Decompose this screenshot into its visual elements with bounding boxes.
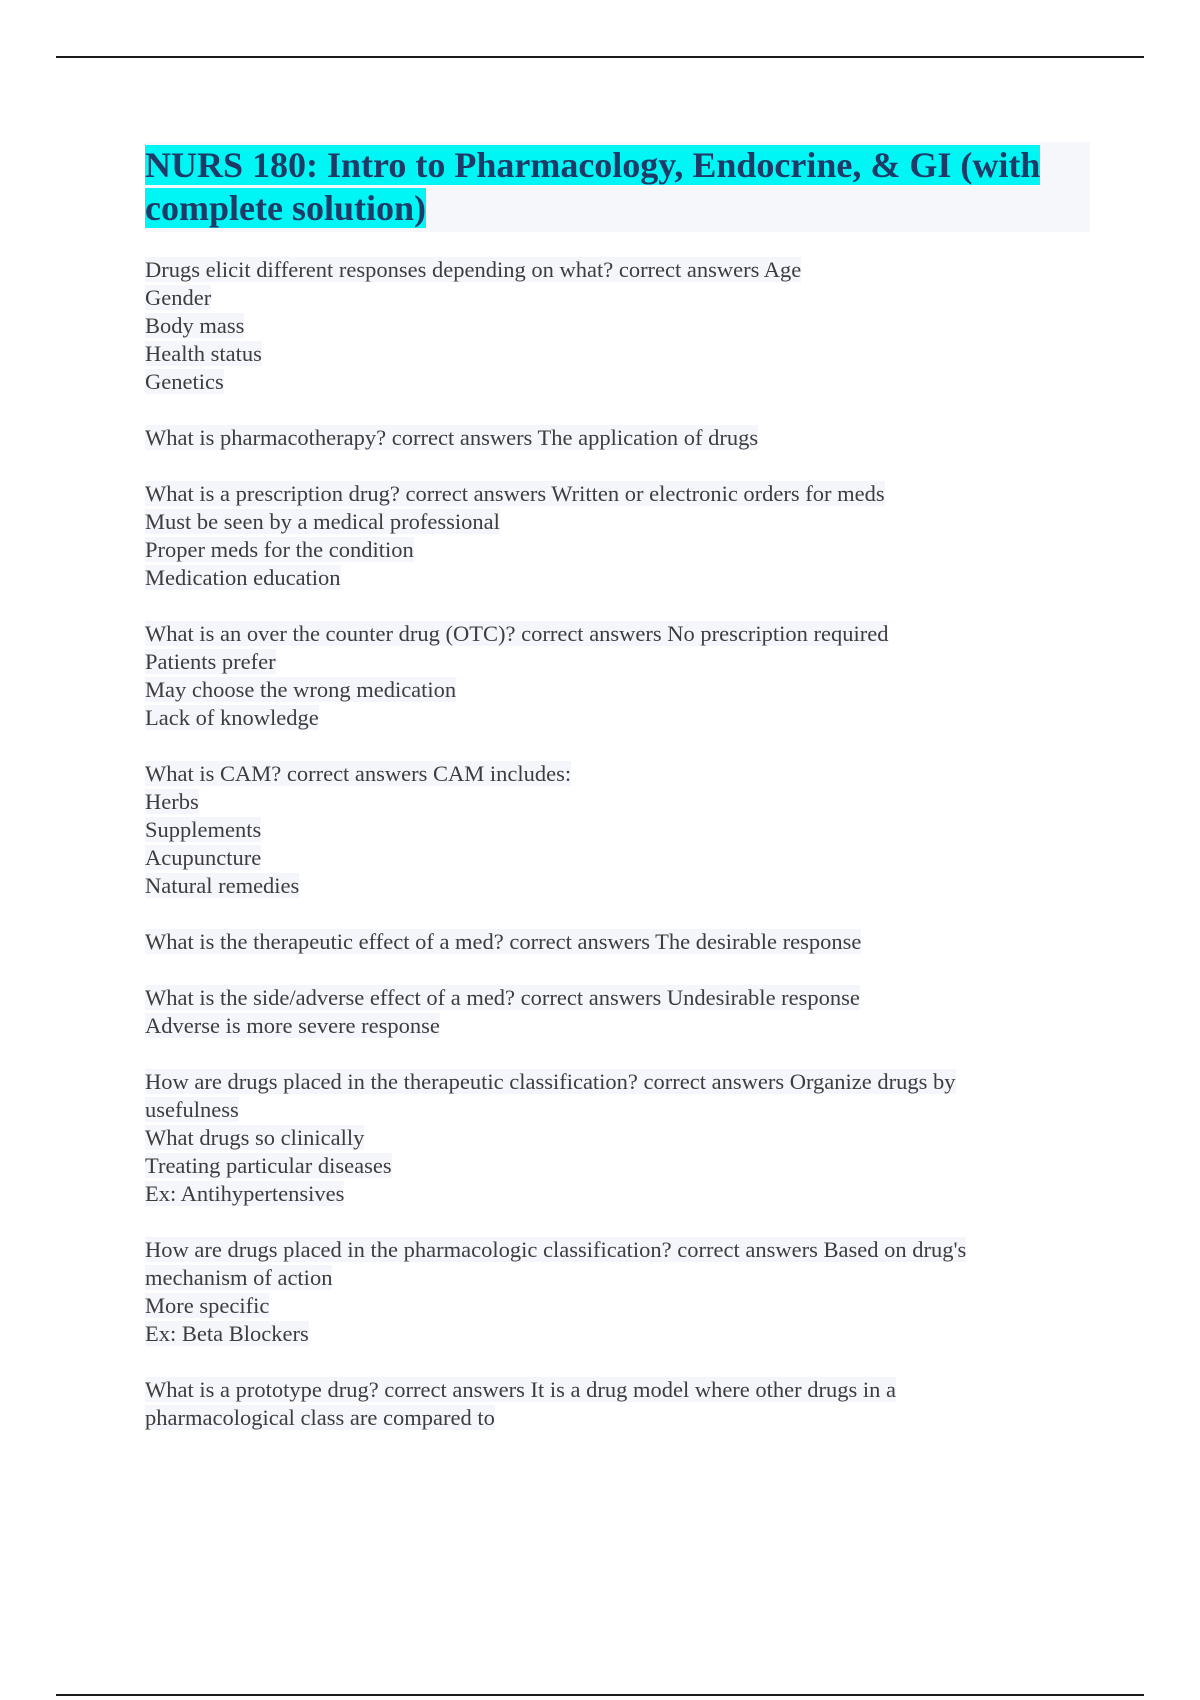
qa-line-text: Proper meds for the condition [145, 537, 414, 562]
qa-item [145, 1236, 1090, 1348]
qa-question-line [145, 1236, 1090, 1264]
qa-answer-line [145, 340, 1090, 368]
qa-line-text: What is CAM? correct answers CAM includes: [145, 761, 572, 786]
qa-line-text: What drugs so clinically [145, 1125, 365, 1150]
qa-item [145, 424, 1090, 452]
qa-answer-line [145, 284, 1090, 312]
qa-answer-line [145, 676, 1090, 704]
qa-answer-line [145, 1180, 1090, 1208]
qa-answer-line [145, 1292, 1090, 1320]
qa-answer-line [145, 1404, 1090, 1432]
qa-line-text: Natural remedies [145, 873, 300, 898]
qa-line-text: Health status [145, 341, 262, 366]
qa-question-line [145, 1068, 1090, 1096]
qa-line-text: Genetics [145, 369, 224, 394]
qa-answer-line [145, 872, 1090, 900]
qa-item [145, 1376, 1090, 1432]
qa-line-text: pharmacological class are compared to [145, 1405, 495, 1430]
qa-line-text: Adverse is more severe response [145, 1013, 440, 1038]
qa-line-text: More specific [145, 1293, 270, 1318]
qa-item [145, 620, 1090, 732]
qa-answer-line [145, 1124, 1090, 1152]
title-block [145, 142, 1090, 232]
qa-answer-line [145, 816, 1090, 844]
qa-line-text: mechanism of action [145, 1265, 333, 1290]
qa-answer-line [145, 1096, 1090, 1124]
qa-line-text: usefulness [145, 1097, 239, 1122]
qa-question-line [145, 1376, 1090, 1404]
qa-line-text: Drugs elicit different responses depending on what? correct answers Age [145, 257, 802, 282]
bottom-rule [56, 1694, 1144, 1696]
qa-line-text: Ex: Beta Blockers [145, 1321, 309, 1346]
qa-line-text: Body mass [145, 313, 245, 338]
qa-answer-line [145, 368, 1090, 396]
qa-line-text: Ex: Antihypertensives [145, 1181, 345, 1206]
qa-answer-line [145, 788, 1090, 816]
qa-answer-line [145, 648, 1090, 676]
qa-question-line [145, 480, 1090, 508]
qa-line-text: How are drugs placed in the pharmacologic classification? correct answers Based on drug's [145, 1237, 967, 1262]
qa-item [145, 480, 1090, 592]
title-line-1: NURS 180: Intro to Pharmacology, Endocrine, & GI (with [145, 145, 1041, 185]
qa-line-text: What is an over the counter drug (OTC)? correct answers No prescription required [145, 621, 889, 646]
qa-answer-line [145, 536, 1090, 564]
qa-item [145, 928, 1090, 956]
qa-question-line [145, 984, 1090, 1012]
qa-line-text: What is a prototype drug? correct answers It is a drug model where other drugs in a [145, 1377, 897, 1402]
qa-list [145, 256, 1090, 1432]
qa-line-text: Patients prefer [145, 649, 276, 674]
qa-answer-line [145, 1012, 1090, 1040]
qa-answer-line [145, 1152, 1090, 1180]
qa-answer-line [145, 1320, 1090, 1348]
qa-question-line [145, 928, 1090, 956]
document-title [145, 144, 1090, 230]
qa-line-text: What is the therapeutic effect of a med? correct answers The desirable response [145, 929, 862, 954]
qa-line-text: What is a prescription drug? correct answers Written or electronic orders for meds [145, 481, 885, 506]
qa-line-text: Supplements [145, 817, 262, 842]
qa-line-text: Must be seen by a medical professional [145, 509, 500, 534]
qa-line-text: What is the side/adverse effect of a med? correct answers Undesirable response [145, 985, 860, 1010]
qa-answer-line [145, 844, 1090, 872]
qa-answer-line [145, 564, 1090, 592]
qa-line-text: How are drugs placed in the therapeutic classification? correct answers Organize drugs by [145, 1069, 956, 1094]
top-rule [56, 56, 1144, 58]
qa-item [145, 984, 1090, 1040]
qa-line-text: Herbs [145, 789, 199, 814]
qa-line-text: What is pharmacotherapy? correct answers The application of drugs [145, 425, 759, 450]
qa-line-text: Lack of knowledge [145, 705, 319, 730]
qa-answer-line [145, 704, 1090, 732]
qa-line-text: May choose the wrong medication [145, 677, 457, 702]
qa-question-line [145, 620, 1090, 648]
qa-item [145, 256, 1090, 396]
qa-line-text: Acupuncture [145, 845, 262, 870]
qa-line-text: Gender [145, 285, 212, 310]
qa-question-line [145, 424, 1090, 452]
document-body [145, 142, 1090, 1460]
qa-question-line [145, 256, 1090, 284]
qa-item [145, 760, 1090, 900]
qa-item [145, 1068, 1090, 1208]
qa-answer-line [145, 508, 1090, 536]
title-line-2: complete solution) [145, 188, 426, 228]
qa-answer-line [145, 312, 1090, 340]
qa-answer-line [145, 1264, 1090, 1292]
qa-line-text: Treating particular diseases [145, 1153, 392, 1178]
qa-line-text: Medication education [145, 565, 341, 590]
qa-question-line [145, 760, 1090, 788]
